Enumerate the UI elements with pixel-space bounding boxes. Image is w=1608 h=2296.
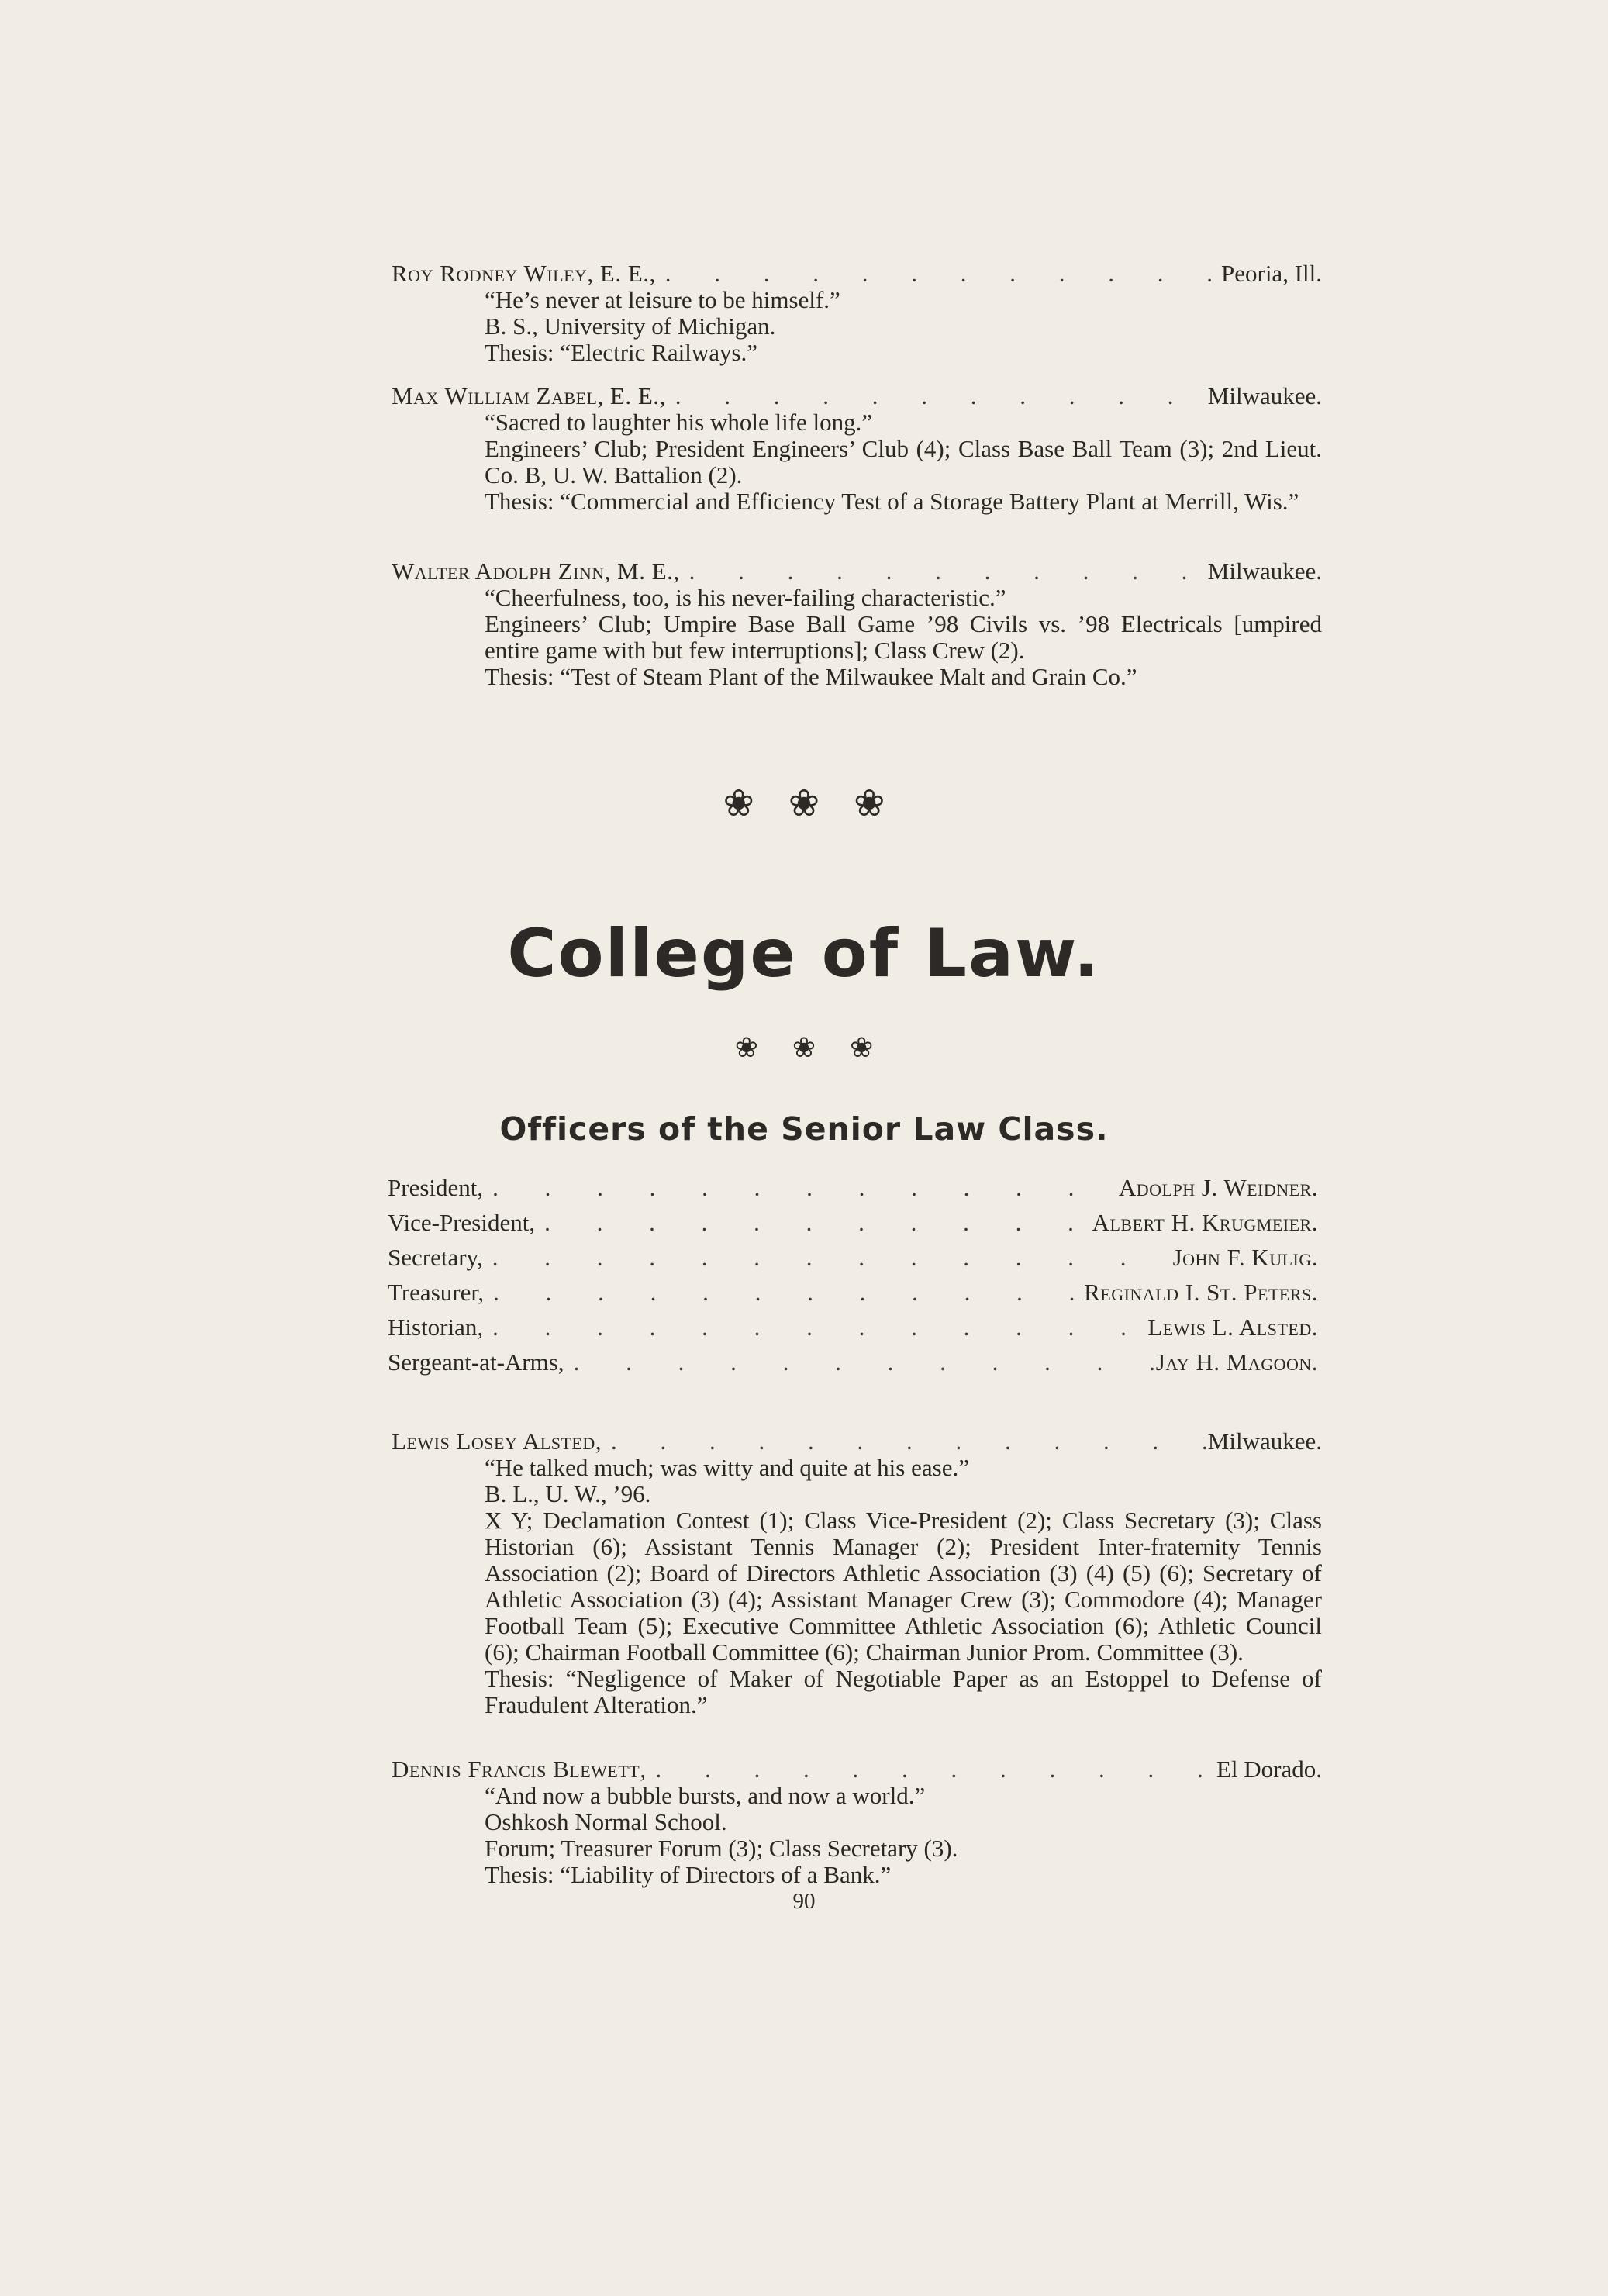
leader-dots	[483, 1175, 1119, 1201]
entry-activities: Engineers’ Club; Umpire Base Ball Game ’98 Civils vs. ’98 Electricals [umpired entire game with but few interruptions]; Class Crew (2).	[485, 610, 1322, 664]
entry-heading	[392, 1756, 1322, 1783]
leader-dots	[666, 383, 1208, 409]
officer-name: Adolph J. Weidner.	[1118, 1174, 1318, 1201]
entry-thesis: Thesis: “Commercial and Efficiency Test of a Storage Battery Plant at Merrill, Wis.”	[485, 488, 1299, 515]
student-entry-wiley	[392, 261, 1322, 366]
student-entry-zinn	[392, 558, 1322, 690]
officer-row	[388, 1349, 1318, 1384]
officer-role: President,	[388, 1174, 484, 1201]
leader-dots	[484, 1279, 1084, 1306]
officer-name: Albert H. Krugmeier.	[1092, 1209, 1318, 1236]
officer-row	[388, 1210, 1318, 1245]
entry-thesis: Thesis: “Negligence of Maker of Negotiable Paper as an Estoppel to Defense of Fraudulent Alteration.”	[485, 1665, 1322, 1718]
officer-row	[388, 1314, 1318, 1349]
officer-name: Jay H. Magoon.	[1155, 1348, 1318, 1376]
entry-details	[392, 585, 1322, 690]
leader-dots	[656, 261, 1221, 287]
hometown: Peoria, Ill.	[1221, 260, 1322, 287]
entry-quote: “He’s never at leisure to be himself.”	[485, 286, 840, 313]
leader-dots	[483, 1314, 1147, 1341]
entry-details	[392, 1455, 1322, 1718]
entry-heading	[392, 383, 1322, 409]
student-name: Dennis Francis Blewett,	[392, 1756, 647, 1783]
student-entry-alsted	[392, 1428, 1322, 1718]
officer-row	[388, 1245, 1318, 1279]
entry-activities: Χ Υ; Declamation Contest (1); Class Vice-President (2); Class Secretary (3); Class Historian (6); Assistant Tennis Manager (2); President Inter-fraternity Tennis Association (2); Board of Directors Athletic Association (3) (4) (5) (6); Secretary of Athletic Association (3) (4); Assistant Manager Crew (3); Commodore (4); Manager Football Team (5); Executive Committee Athletic Association (6); Athletic Council (6); Chairman Football Committee (6); Chairman Junior Prom. Committee (3).	[485, 1507, 1322, 1666]
student-entry-blewett	[392, 1756, 1322, 1888]
officer-role: Treasurer,	[388, 1279, 485, 1306]
flower-icon: ❀	[792, 1032, 816, 1063]
entry-details	[392, 287, 1322, 366]
officer-role: Vice-President,	[388, 1209, 536, 1236]
entry-quote: “Cheerfulness, too, is his never-failing characteristic.”	[485, 584, 1006, 611]
officer-role: Secretary,	[388, 1244, 483, 1271]
leader-dots	[483, 1245, 1173, 1271]
section-title: College of Law.	[507, 915, 1101, 993]
officer-name: Lewis L. Alsted.	[1147, 1314, 1318, 1341]
flower-icon: ❀	[850, 1032, 874, 1063]
leader-dots	[535, 1210, 1092, 1236]
entry-quote: “Sacred to laughter his whole life long.”	[485, 409, 873, 436]
leader-dots	[564, 1349, 1156, 1376]
leader-dots	[602, 1428, 1208, 1455]
flower-icon: ❀	[854, 783, 885, 824]
entry-details	[392, 1783, 1322, 1888]
officer-role: Historian,	[388, 1314, 484, 1341]
flower-icon: ❀	[734, 1032, 758, 1063]
officers-heading: Officers of the Senior Law Class.	[499, 1110, 1109, 1148]
officer-name: Reginald I. St. Peters.	[1084, 1279, 1318, 1306]
entry-heading	[392, 1428, 1322, 1455]
hometown: Milwaukee.	[1207, 382, 1322, 409]
officers-list	[388, 1175, 1318, 1384]
hometown: El Dorado.	[1216, 1756, 1322, 1783]
floral-ornament	[0, 1031, 1608, 1064]
entry-heading	[392, 558, 1322, 585]
student-name: Max William Zabel, E. E.,	[392, 382, 666, 409]
entry-school: Oshkosh Normal School.	[485, 1808, 727, 1835]
entry-thesis: Thesis: “Test of Steam Plant of the Milwaukee Malt and Grain Co.”	[485, 663, 1137, 690]
entry-details	[392, 409, 1322, 515]
entry-thesis: Thesis: “Liability of Directors of a Bank.”	[485, 1861, 892, 1888]
student-name: Roy Rodney Wiley, E. E.,	[392, 260, 656, 287]
page-number: 90	[792, 1889, 816, 1914]
entry-activities: Engineers’ Club; President Engineers’ Club (4); Class Base Ball Team (3); 2nd Lieut. Co. B, U. W. Battalion (2).	[485, 435, 1322, 489]
entry-degree: B. S., University of Michigan.	[485, 312, 776, 340]
officer-role: Sergeant-at-Arms,	[388, 1348, 564, 1376]
floral-ornament	[0, 782, 1608, 825]
entry-thesis: Thesis: “Electric Railways.”	[485, 339, 758, 366]
entry-quote: “He talked much; was witty and quite at his ease.”	[485, 1454, 969, 1481]
flower-icon: ❀	[788, 783, 820, 824]
entry-activities: Forum; Treasurer Forum (3); Class Secretary (3).	[485, 1835, 958, 1862]
entry-heading	[392, 261, 1322, 287]
leader-dots	[680, 558, 1208, 585]
student-entry-zabel	[392, 383, 1322, 515]
leader-dots	[646, 1756, 1216, 1783]
entry-degree: B. L., U. W., ’96.	[485, 1480, 651, 1507]
student-name: Walter Adolph Zinn, M. E.,	[392, 558, 680, 585]
officer-row	[388, 1279, 1318, 1314]
flower-icon: ❀	[723, 783, 754, 824]
officer-name: John F. Kulig.	[1172, 1244, 1318, 1271]
entry-quote: “And now a bubble bursts, and now a world.”	[485, 1782, 926, 1809]
hometown: Milwaukee.	[1207, 558, 1322, 585]
officer-row	[388, 1175, 1318, 1210]
hometown: Milwaukee.	[1207, 1428, 1322, 1455]
student-name: Lewis Losey Alsted,	[392, 1428, 602, 1455]
